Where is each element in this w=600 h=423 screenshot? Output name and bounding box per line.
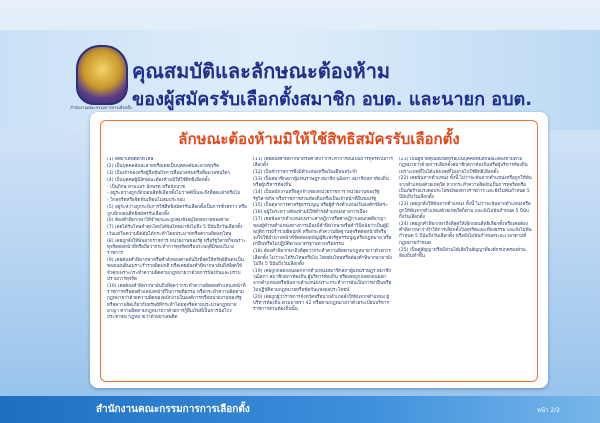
footer-org-name: สำนักงานคณะกรรมการการเลือกตั้ง [96, 404, 250, 415]
list-item: (12) เป็นข้าราชการซึ่งมีตำแหน่งหรือเงินเดือนประจำ [253, 170, 358, 176]
list-item: (14) เป็นพนักงานหรือลูกจ้างของหน่วยราชการ หน่วยงานของรัฐ รัฐวิสาหกิจ หรือราชการส่วนท้องถิ่นหรือเป็นเจ้าหน้าที่อื่นของรัฐ [253, 190, 380, 202]
column-3 [399, 157, 533, 383]
content-frame [100, 120, 538, 382]
list-item: (9) เคยต้องคำพิพากษาหรือคำสั่งของศาลอันถึงที่สุดให้ทรัพย์สินตกเป็นของแผ่นดินเพราะร่ำรวยผิดปกติ หรือเคยต้องคำพิพากษาอันถึงที่สุดให้จำคุกเพราะกระทำความผิดตามกฎหมายว่าด้วยการป้องกันและปราบปรามการทุจริต [107, 257, 244, 282]
page-subtitle: ของผู้สมัครรับเลือกตั้งสมาชิก อบต. และนายก อบต. [132, 89, 533, 110]
page-number: หน้า 2/2 [537, 407, 560, 414]
section-heading: ลักษณะต้องห้ามมิให้ใช้สิทธิสมัครรับเลือกตั้ง [178, 130, 460, 148]
list-item: (16) อยู่ในระหว่างต้องห้ามมิให้ดำรงตำแหน่งทางการเมือง [253, 210, 368, 216]
list-item: (10) เคยต้องคำพิพากษาอันถึงที่สุดว่ากระทำความผิดต่อตำแหน่งหน้าที่ราชการหรือต่อตำแหน่งหน้าที่ในการยุติธรรม หรือกระทำความผิดตามกฎหมายว่าด้วยความผิดของพนักงานในองค์การหรือหน่วยงานของรัฐ หรือความผิดเกี่ยวกับทรัพย์ที่กระทำโดยทุจริตตามประมวลกฎหมายอาญา ความผิดตามกฎหมายว่าด้วยการกู้ยืมเงินที่เป็นการฉ้อโกงประชาชน กฎหมายว่าด้วยยาเสพติด [107, 283, 246, 321]
column-1 [107, 157, 247, 383]
list-item: (23) เคยถูกสั่งให้พ้นจากตำแหน่ง ทั้งนี้ ไม่ว่าจะพ้นจากตำแหน่งหรือถูกให้พ้นจากตำแหน่งด้วยเหตุใดก็ตาม และยังไม่พ้นกำหนด 5 ปีนับถึงวันเลือกตั้ง [399, 202, 531, 220]
list-item: - เป็นภิกษุ สามเณร นักพรต หรือนักบวช [107, 184, 185, 190]
list-item: (25) เป็นคู่สัญญาหรือมีส่วนได้เสียในสัญญาที่องค์กรปกครองส่วนท้องถิ่นทำขึ้น [399, 247, 526, 259]
footer-bar [0, 396, 600, 423]
list-item: - วิกลจริตหรือจิตฟั่นเฟือนไม่สมประกอบ [107, 198, 185, 204]
list-item: (11) เคยต้องคำพิพากษาหรือคำสั่งว่ากระทำการอันเป็นการทุจริตในการเลือกตั้ง [253, 157, 393, 169]
column-2 [253, 157, 393, 383]
list-item: (21) เป็นผู้ขาดคุณสมบัติหรือเป็นบุคคลที่มีลักษณะต้องห้ามตามกฎหมายว่าด้วยการเลือกตั้งสมาชิกสภาท้องถิ่นหรือผู้บริหารท้องถิ่นเพราะเหตุที่ไม่ได้แจ้งเหตุที่ไม่อาจไปใช้สิทธิเลือกตั้ง [399, 157, 528, 175]
ect-emblem-logo [76, 45, 128, 105]
logo-caption: สำนักงานคณะกรรมการการเลือกตั้ง [70, 105, 132, 110]
list-item: (15) เป็นตุลาการศาลรัฐธรรมนูญ หรือผู้ดำรงตำแหน่งในองค์กรอิสระ [253, 203, 388, 209]
list-item: (19) เคยถูกถอดถอนออกจากตำแหน่งสมาชิกสภาผู้แทนราษฎร สมาชิกวุฒิสภา สมาชิกสภาท้องถิ่น ผู้บริหารท้องถิ่น หรือเคยถูกถอดถอนออกจากตำแหน่งหรือพ้นจากตำแหน่งเพราะกระทำการอันเป็นการฝ่าฝืนหรือไม่ปฏิบัติตามกฎหมายหรือขัดกันแห่งผลประโยชน์ [253, 268, 392, 293]
list-item: (17) เคยพ้นจากตำแหน่งเพราะศาลฎีกาหรือศาลฎีกาแผนกคดีอาญาของผู้ดำรงตำแหน่งทางการเมืองมีคำพิพากษาหรือคำวินิจฉัยว่าเป็นผู้มีพฤติการณ์ร่ำรวยผิดปกติ หรือกระทำความผิดฐานทุจริตต่อหน้าที่หรือจงใจใช้อำนาจหน้าที่ขัดต่อบทบัญญัติแห่งรัฐธรรมนูญหรือกฎหมาย หรือฝ่าฝืนหรือไม่ปฏิบัติตามมาตรฐานทางจริยธรรม [253, 217, 392, 248]
list-item: (4) เป็นบุคคลผู้มีลักษณะต้องห้ามมิให้ใช้สิทธิเลือกตั้ง [107, 177, 210, 183]
list-item: (7) เคยได้รับโทษจำคุกโดยได้พ้นโทษมายังไม่ถึง 5 ปีนับถึงวันเลือกตั้ง เว้นแต่ในความผิดอันได้กระทำโดยประมาทหรือความผิดลหุโทษ [107, 225, 243, 237]
list-item: (6) ต้องคำพิพากษาให้จำคุกและถูกคุมขังอยู่โดยหมายของศาล [107, 218, 229, 224]
list-item: (2) เป็นบุคคลล้มละลายหรือเคยเป็นบุคคลล้มละลายทุจริต [107, 163, 220, 169]
page-title: คุณสมบัติและลักษณะต้องห้าม [132, 59, 391, 83]
list-item: (20) เคยถูกผู้ว่าราชการจังหวัดหรือนายอำเภอสั่งให้พ้นจากตำแหน่ง ผู้บริหารท้องถิ่น ตามมาตรา 42 หรือตามกฎหมายว่าด้วยระเบียบบริหารราชการส่วนท้องถิ่นนั้น [253, 294, 390, 313]
list-item: (22) เคยพ้นจากตำแหน่ง ทั้งนี้ ไม่ว่าจะพ้นจากตำแหน่งหรือถูกให้พ้นจากตำแหน่งด้วยเหตุใด หากกระทำความผิดอันเป็นการทุจริตหรือเป็นภัยร้ายแรงต่อประโยชน์ของทางราชการ และยังไม่พ้นกำหนด 5 ปีนับถึงวันเลือกตั้ง [399, 176, 532, 201]
list-item: (18) ต้องคำพิพากษาถึงที่สุดว่ากระทำความผิดตามกฎหมายว่าด้วยการเลือกตั้ง ไม่ว่าจะได้รับโทษหรือไม่ โดยพ้นโทษหรือต้องคำพิพากษามายังไม่ถึง 5 ปีนับถึงวันเลือกตั้ง [253, 249, 392, 267]
list-item: - อยู่ระหว่างถูกเพิกถอนสิทธิเลือกตั้งไม่ว่าคดีนั้นจะถึงที่สุดแล้วหรือไม่ [107, 191, 241, 197]
list-item: (5) อยู่ระหว่างถูกระงับการใช้สิทธิสมัครรับเลือกตั้งเป็นการชั่วคราว หรือถูกเพิกถอนสิทธิสมัครรับเลือกตั้ง [107, 205, 247, 217]
list-item: (8) เคยถูกสั่งให้พ้นจากราชการ หน่วยงานของรัฐ หรือรัฐวิสาหกิจเพราะทุจริตต่อหน้าที่หรือถือว่ากระทำการทุจริตหรือประพฤติมิชอบในวงราชการ [107, 238, 246, 257]
content-panel [90, 112, 548, 388]
list-item: (13) เป็นสมาชิกสภาผู้แทนราษฎร สมาชิกวุฒิสภา สมาชิกสภาท้องถิ่น หรือผู้บริหารท้องถิ่น [253, 177, 389, 189]
list-item: (1) ติดยาเสพติดให้โทษ [107, 157, 154, 162]
list-item: (3) เป็นเจ้าของหรือผู้ถือหุ้นกิจการสื่อมวลชนหรือสื่อมวลชนใดๆ [107, 170, 230, 176]
list-item: (24) เคยถูกคำพิพากษาถึงที่สุดให้เพิกถอนสิทธิเลือกตั้งหรือเคยต้องคำพิพากษาว่าทำให้การเลือกตั้งไม่สุจริตและเที่ยงธรรม และยังไม่พ้นกำหนด 5 ปีนับถึงวันเลือกตั้ง หรือยังไม่พ้นกำหนดระยะเวลาตามที่กฎหมายกำหนด [399, 221, 532, 246]
